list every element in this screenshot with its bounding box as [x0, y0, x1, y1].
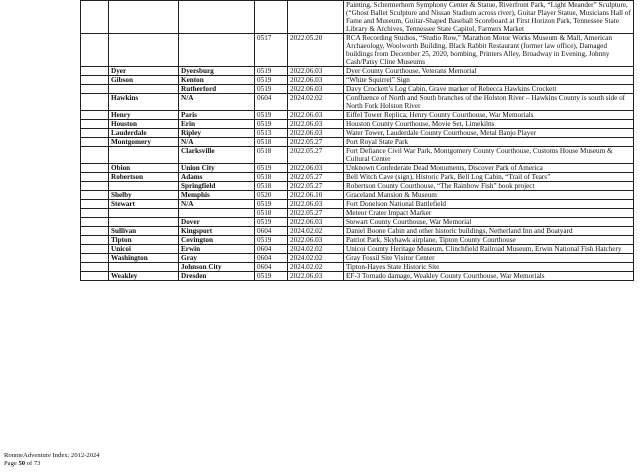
- date-cell: 2022.05.20: [288, 34, 344, 67]
- blank-cell: [81, 76, 109, 85]
- code-cell: 0517: [255, 34, 288, 67]
- county-cell: Robertson: [109, 173, 179, 182]
- county-cell: Houston: [109, 120, 179, 129]
- table-row: [81, 85, 634, 94]
- sites-cell: Bell Witch Cave (sign), Historic Park, Bell Log Cabin, “Trail of Tears”: [344, 173, 634, 182]
- page-total: 73: [33, 459, 41, 467]
- table-row: [81, 129, 634, 138]
- date-cell: 2022.05.27: [288, 173, 344, 182]
- blank-cell: [81, 67, 109, 76]
- date-cell: 2022.06.03: [288, 76, 344, 85]
- code-cell: 0518: [255, 138, 288, 147]
- date-cell: 2022.06.10: [288, 191, 344, 200]
- page-prefix: Page: [4, 459, 19, 467]
- county-cell: Henry: [109, 111, 179, 120]
- blank-cell: [81, 34, 109, 67]
- date-cell: 2022.06.03: [288, 85, 344, 94]
- city-cell: N/A: [179, 94, 255, 111]
- city-cell: Gray: [179, 254, 255, 263]
- blank-cell: [81, 85, 109, 94]
- date-cell: 2022.05.27: [288, 147, 344, 164]
- city-cell: Ripley: [179, 129, 255, 138]
- page-number: [4, 460, 100, 468]
- sites-cell: Stewart County Courthouse, War Memorial: [344, 218, 634, 227]
- table-row: [81, 120, 634, 129]
- county-cell: [109, 85, 179, 94]
- code-cell: 0519: [255, 85, 288, 94]
- blank-cell: [81, 254, 109, 263]
- city-cell: Kenton: [179, 76, 255, 85]
- county-cell: Lauderdale: [109, 129, 179, 138]
- code-cell: [255, 1, 288, 34]
- date-cell: 2022.06.03: [288, 164, 344, 173]
- sites-cell: Patriot Park, Skyhawk airplane, Tipton County Courthouse: [344, 236, 634, 245]
- city-cell: Memphis: [179, 191, 255, 200]
- blank-cell: [81, 120, 109, 129]
- table-row: [81, 254, 634, 263]
- sites-cell: Unicoi County Heritage Museum, Clinchfield Railroad Museum, Erwin National Fish Hatchery: [344, 245, 634, 254]
- sites-cell: Tipton-Hayes State Historic Site: [344, 263, 634, 272]
- code-cell: 0519: [255, 120, 288, 129]
- code-cell: 0604: [255, 227, 288, 236]
- table-row: [81, 209, 634, 218]
- city-cell: Clarksville: [179, 147, 255, 164]
- sites-cell: “White Squirrel” Sign: [344, 76, 634, 85]
- blank-cell: [81, 164, 109, 173]
- date-cell: 2022.06.03: [288, 272, 344, 281]
- page-of: of: [25, 459, 34, 467]
- table-row: [81, 147, 634, 164]
- sites-cell: EF-3 Tornado damage, Weakley County Courthouse, War Memorials: [344, 272, 634, 281]
- city-cell: Dyersburg: [179, 67, 255, 76]
- county-cell: Obion: [109, 164, 179, 173]
- city-cell: Dover: [179, 218, 255, 227]
- code-cell: 0604: [255, 263, 288, 272]
- table-row: [81, 173, 634, 182]
- sites-cell: Davy Crockett’s Log Cabin, Grave marker of Rebecca Hawkins Crockett: [344, 85, 634, 94]
- code-cell: 0604: [255, 94, 288, 111]
- code-cell: 0518: [255, 209, 288, 218]
- table-row: [81, 67, 634, 76]
- city-cell: N/A: [179, 138, 255, 147]
- index-title: RonnieAdventure Index: 2012-2024: [4, 452, 100, 459]
- sites-cell: Robertson County Courthouse, “The Rainbow Fish” book project: [344, 182, 634, 191]
- county-cell: Tipton: [109, 236, 179, 245]
- sites-cell: Dyer County Courthouse, Veterans Memorial: [344, 67, 634, 76]
- sites-cell: Houston County Courthouse, Movie Set, Limekilns: [344, 120, 634, 129]
- blank-cell: [81, 1, 109, 34]
- table-row: [81, 236, 634, 245]
- code-cell: 0519: [255, 236, 288, 245]
- code-cell: 0519: [255, 200, 288, 209]
- table-row: [81, 111, 634, 120]
- city-cell: Springfield: [179, 182, 255, 191]
- date-cell: 2024.02.02: [288, 245, 344, 254]
- code-cell: 0604: [255, 254, 288, 263]
- date-cell: 2024.02.02: [288, 227, 344, 236]
- page-current: 50: [18, 459, 26, 467]
- code-cell: 0519: [255, 111, 288, 120]
- code-cell: 0518: [255, 173, 288, 182]
- index-table-body: [81, 1, 634, 281]
- sites-cell: Fort Defiance Civil War Park, Montgomery County Courthouse, Customs House Museum & Cultural Center: [344, 147, 634, 164]
- code-cell: 0513: [255, 129, 288, 138]
- table-row: [81, 94, 634, 111]
- county-cell: Dyer: [109, 67, 179, 76]
- date-cell: 2024.02.02: [288, 254, 344, 263]
- date-cell: 2022.05.27: [288, 209, 344, 218]
- sites-cell: RCA Recording Studios, “Studio Row,” Marathon Motor Works Museum & Mall, American Archaeology, Woolworth Building, Black Rabbit Restaurant (former law office), Damaged buildings from December 25, 2020, bombing, Printers Alley, Broadway in Evening, Johnny Cash/Patsy Cline Museums: [344, 34, 634, 67]
- table-row: [81, 218, 634, 227]
- table-row: [81, 200, 634, 209]
- code-cell: 0519: [255, 76, 288, 85]
- blank-cell: [81, 200, 109, 209]
- sites-cell: Eiffel Tower Replica, Henry County Courthouse, War Memorials: [344, 111, 634, 120]
- table-row: [81, 34, 634, 67]
- sites-cell: Gray Fossil Site Visitor Center: [344, 254, 634, 263]
- table-row: [81, 76, 634, 85]
- county-cell: Gibson: [109, 76, 179, 85]
- date-cell: 2022.06.03: [288, 129, 344, 138]
- date-cell: 2022.06.03: [288, 120, 344, 129]
- table-row: [81, 227, 634, 236]
- blank-cell: [81, 263, 109, 272]
- county-cell: [109, 34, 179, 67]
- city-cell: Kingsport: [179, 227, 255, 236]
- county-cell: Sullivan: [109, 227, 179, 236]
- county-cell: Hawkins: [109, 94, 179, 111]
- page-footer: [4, 452, 100, 467]
- sites-cell: Graceland Mansion & Museum: [344, 191, 634, 200]
- county-cell: [109, 147, 179, 164]
- city-cell: Johnson City: [179, 263, 255, 272]
- date-cell: 2022.06.03: [288, 218, 344, 227]
- blank-cell: [81, 209, 109, 218]
- city-cell: Erwin: [179, 245, 255, 254]
- sites-cell: Daniel Boone Cabin and other historic buildings, Netherland Inn and Boatyard: [344, 227, 634, 236]
- table-row: [81, 1, 634, 34]
- sites-cell: Confluence of North and South branches of the Holston River – Hawkins County is south side of North Fork Holston River: [344, 94, 634, 111]
- date-cell: 2024.02.02: [288, 263, 344, 272]
- sites-cell: Port Royal State Park: [344, 138, 634, 147]
- code-cell: 0519: [255, 272, 288, 281]
- city-cell: Rutherford: [179, 85, 255, 94]
- sites-cell: Meteor Crater Impact Marker: [344, 209, 634, 218]
- county-cell: Weakley: [109, 272, 179, 281]
- table-row: [81, 272, 634, 281]
- county-cell: [109, 263, 179, 272]
- city-cell: Paris: [179, 111, 255, 120]
- table-row: [81, 191, 634, 200]
- county-cell: Montgomery: [109, 138, 179, 147]
- county-cell: Unicoi: [109, 245, 179, 254]
- city-cell: [179, 209, 255, 218]
- city-cell: [179, 34, 255, 67]
- blank-cell: [81, 138, 109, 147]
- blank-cell: [81, 218, 109, 227]
- date-cell: [288, 1, 344, 34]
- county-cell: [109, 218, 179, 227]
- table-row: [81, 182, 634, 191]
- city-cell: [179, 1, 255, 34]
- blank-cell: [81, 227, 109, 236]
- date-cell: 2022.06.03: [288, 67, 344, 76]
- city-cell: N/A: [179, 200, 255, 209]
- city-cell: Adams: [179, 173, 255, 182]
- city-cell: Covington: [179, 236, 255, 245]
- code-cell: 0519: [255, 67, 288, 76]
- city-cell: Dresden: [179, 272, 255, 281]
- code-cell: 0519: [255, 218, 288, 227]
- table-row: [81, 164, 634, 173]
- date-cell: 2022.06.03: [288, 200, 344, 209]
- date-cell: 2022.05.27: [288, 182, 344, 191]
- date-cell: 2022.06.03: [288, 236, 344, 245]
- date-cell: 2022.05.27: [288, 138, 344, 147]
- code-cell: 0518: [255, 182, 288, 191]
- blank-cell: [81, 182, 109, 191]
- city-cell: Union City: [179, 164, 255, 173]
- code-cell: 0520: [255, 191, 288, 200]
- blank-cell: [81, 173, 109, 182]
- county-cell: [109, 1, 179, 34]
- county-cell: [109, 182, 179, 191]
- sites-cell: Water Tower, Lauderdale County Courthouse, Metal Banjo Player: [344, 129, 634, 138]
- table-row: [81, 245, 634, 254]
- index-table: [80, 0, 634, 281]
- blank-cell: [81, 94, 109, 111]
- table-row: [81, 263, 634, 272]
- date-cell: 2024.02.02: [288, 94, 344, 111]
- city-cell: Erin: [179, 120, 255, 129]
- table-row: [81, 138, 634, 147]
- blank-cell: [81, 236, 109, 245]
- sites-cell: Fort Donelson National Battlefield: [344, 200, 634, 209]
- blank-cell: [81, 147, 109, 164]
- county-cell: Washington: [109, 254, 179, 263]
- code-cell: 0604: [255, 245, 288, 254]
- blank-cell: [81, 245, 109, 254]
- sites-cell: Painting, Schermerhorn Symphony Center & Statue, Riverfront Park, “Light Meander” Sculpture, (“Ghost Ballet Sculpture and Nissan Stadium across river), Guitar Player Statue, Musicians Hall of Fame and Museum, Guitar-Shaped Baseball Scoreboard at First Horizon Park, Tennessee State Library & Archives, Tennessee State Capitol, Farmers Market: [344, 1, 634, 34]
- blank-cell: [81, 191, 109, 200]
- date-cell: 2022.06.03: [288, 111, 344, 120]
- code-cell: 0519: [255, 164, 288, 173]
- county-cell: Stewart: [109, 200, 179, 209]
- county-cell: [109, 209, 179, 218]
- blank-cell: [81, 272, 109, 281]
- county-cell: Shelby: [109, 191, 179, 200]
- code-cell: 0518: [255, 147, 288, 164]
- blank-cell: [81, 111, 109, 120]
- sites-cell: Unknown Confederate Dead Monuments, Discover Park of America: [344, 164, 634, 173]
- blank-cell: [81, 129, 109, 138]
